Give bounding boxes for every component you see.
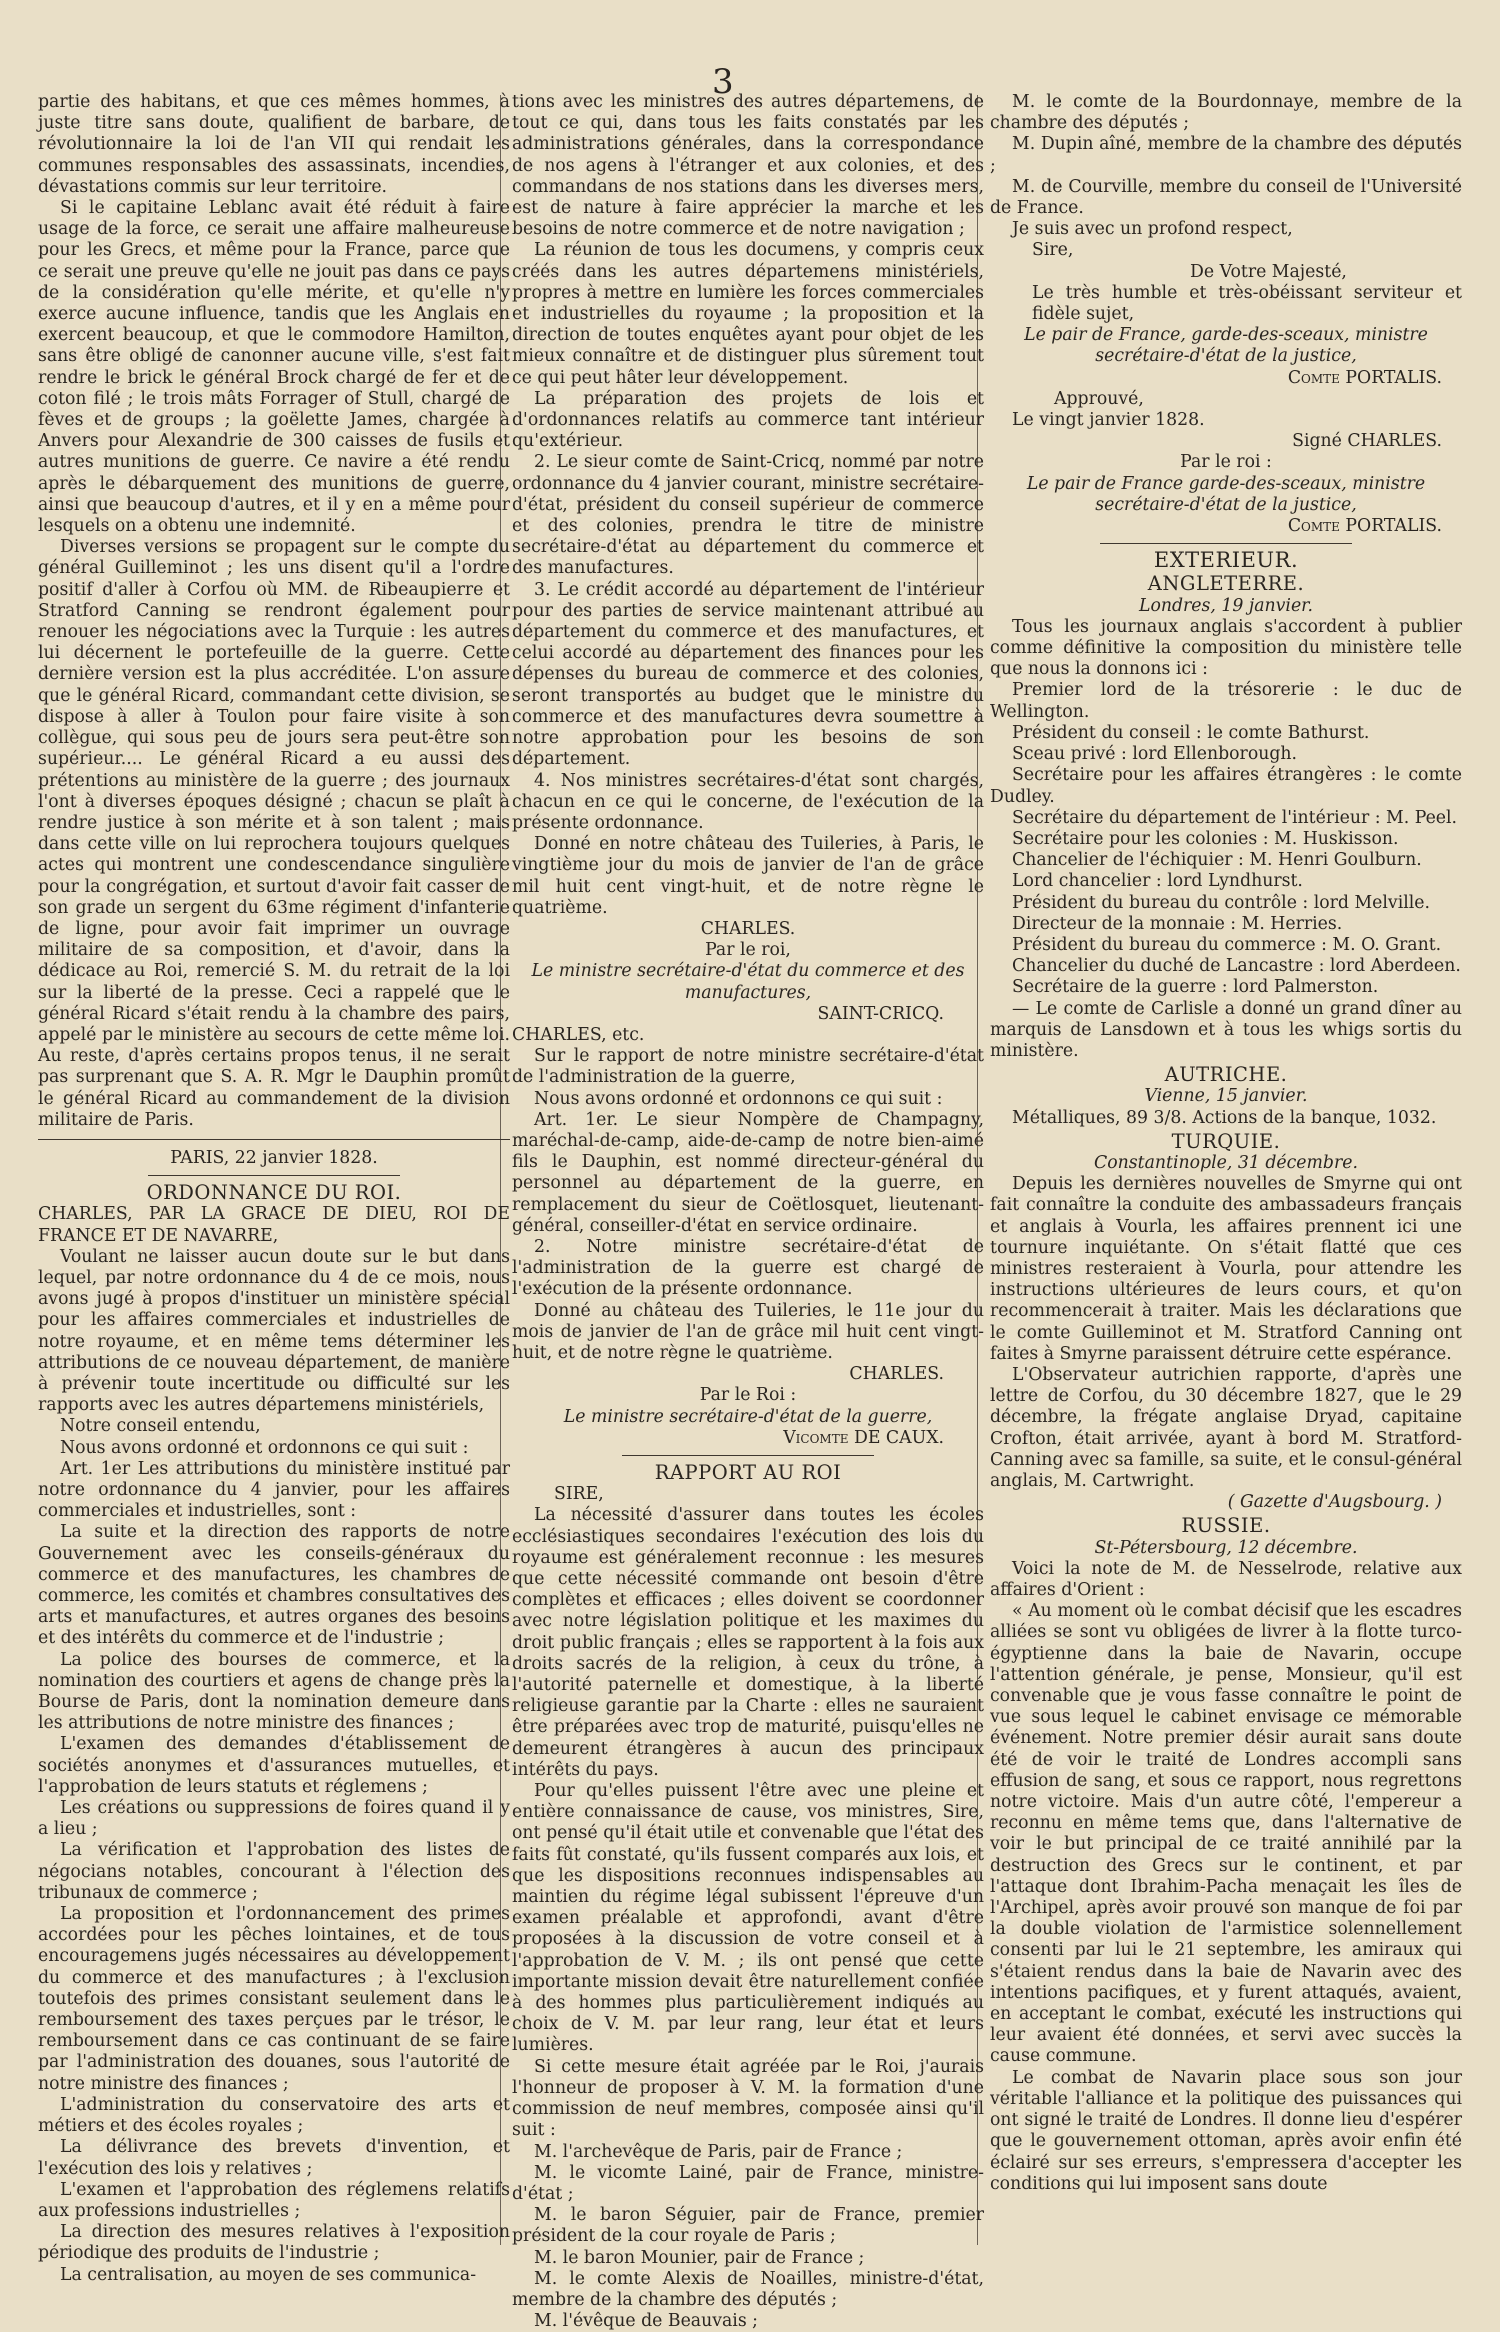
commission-member: M. Dupin aîné, membre de la chambre des députés ;	[990, 134, 1462, 176]
paragraph: Tous les journaux anglais s'accordent à publier comme définitive la composition du ministère telle que nous la donnons ici :	[990, 616, 1462, 680]
paragraph: Si le capitaine Leblanc avait été réduit à faire usage de la force, ce serait une affaire malheureuse pour les Grecs, et même pour la France, parce que ce serait une preuve qu'elle ne jouit pas dans ce pays de la considération qu'elle mérite, et qu'elle n'y exerce aucune influence, tandis que les Anglais en exercent beaucoup, et que le commodore Hamilton, sans être obligé de canonner aucune ville, s'est fait rendre le brick le général Brock chargé de fer et de coton filé ; le trois mâts Forrager of Stull, chargé de fèves et de groups ; la goëlette James, chargée à Anvers pour Alexandrie de 300 caisses de fusils et autres munitions de guerre. Ce navire a été rendu après le débarquement des munitions de guerre, ainsi que beaucoup d'autres, et il y en a même pour lesquels on a obtenu une indemnité.	[38, 198, 510, 537]
closing: De Votre Majesté,	[1190, 261, 1347, 282]
list-item: Président du bureau du commerce : M. O. Grant.	[1012, 934, 1442, 955]
paragraph: La nécessité d'assurer dans toutes les écoles ecclésiastiques secondaires l'exécution des lois du royaume est généralement reconnue : les mesures que cette nécessité commande ont besoin d'être complètes et efficaces ; elles doivent se coordonner avec notre législation politique et les maximes du droit public français ; elles se rapportent à la fois aux droits sacrés de la religion, à ceux du trône, à l'autorité paternelle et domestique, à la liberté religieuse garantie par la Charte : elles ne sauraient être préparées avec trop de maturité, puisqu'elles ne demeurent étrangères à aucun des principaux intérêts du pays.	[512, 1505, 984, 1780]
section-heading-exterieur: EXTERIEUR.	[1153, 548, 1299, 573]
list-item: Premier lord de la trésorerie : le duc de Wellington.	[990, 680, 1462, 722]
divider	[1100, 543, 1352, 544]
paragraph: tions avec les ministres des autres départemens, de tout ce qui, dans tous les faits constatés par les administrations générales, dans la correspondance de nos agens à l'étranger et aux colonies, et des commandans de nos stations dans les diverses mers, est de nature à faire apprécier la marche et les besoins de notre commerce et de notre navigation ;	[512, 92, 984, 240]
rapport-title: RAPPORT AU ROI	[654, 1461, 842, 1484]
paragraph: 3. Le crédit accordé au département de l'intérieur pour des parties de service maintenant attribué au département du commerce et des manufactures, et celui accordé au département des finances pour les dépenses du bureau de commerce et des colonies, seront transportés au budget que le ministre du commerce et des manufactures devra soumettre à notre approbation pour les besoins de son département.	[512, 579, 984, 770]
paragraph: La centralisation, au moyen de ses communica-	[60, 2264, 477, 2285]
paragraph: Métalliques, 89 3/8. Actions de la banque, 1032.	[1012, 1107, 1437, 1128]
divider	[622, 1455, 874, 1456]
paragraph: Si cette mesure était agréée par le Roi, j'aurais l'honneur de proposer à V. M. la formation d'une commission de neuf membres, composée ainsi qu'il suit :	[512, 2056, 984, 2141]
list-item: Président du bureau du contrôle : lord Melville.	[1012, 892, 1430, 913]
approval: Approuvé,	[1054, 388, 1144, 409]
column-2	[512, 92, 984, 2332]
signature-charles: CHARLES.	[849, 1364, 944, 1385]
commission-member: M. l'archevêque de Paris, pair de France ;	[534, 2141, 903, 2162]
commission-member: M. de Courville, membre du conseil de l'Université de France.	[990, 176, 1462, 219]
ordonnance-preamble: CHARLES, etc.	[512, 1024, 645, 1045]
commission-member: M. le comte Alexis de Noailles, ministre-d'état, membre de la chambre des députés ;	[512, 2268, 984, 2310]
dateline: St-Pétersbourg, 12 décembre.	[1094, 1537, 1358, 1558]
signature-charles: Signé CHARLES.	[1292, 431, 1442, 452]
paragraph: La vérification et l'approbation des listes de négocians notables, concourant à l'élection des tribunaux de commerce ;	[38, 1840, 510, 1903]
commission-member: M. l'évêque de Beauvais ;	[534, 2311, 759, 2332]
commission-member: M. le baron Mounier, pair de France ;	[534, 2247, 865, 2268]
approval-date: Le vingt janvier 1828.	[1012, 410, 1205, 431]
dateline: Constantinople, 31 décembre.	[1094, 1152, 1358, 1173]
country-heading: RUSSIE.	[1181, 1514, 1271, 1538]
divider	[148, 1175, 400, 1176]
dateline: Londres, 19 janvier.	[1138, 595, 1314, 616]
list-item: Chancelier de l'échiquier : M. Henri Goulburn.	[1012, 850, 1422, 871]
paragraph: La suite et la direction des rapports de notre Gouvernement avec les conseils-généraux du commerce et des manufactures, les chambres de commerce, les comités et chambres consultatives des arts et manufactures, et autres organes des besoins et des intérêts du commerce et de l'industrie ;	[38, 1522, 510, 1649]
signatory-role: Le ministre secrétaire-d'état du commerce et des manufactures,	[531, 961, 965, 1003]
paragraph: La proposition et l'ordonnancement des primes accordées pour les pêches lointaines, et de tous encouragemens jugés nécessaires au développement du commerce et des manufactures ; à l'exclusion toutefois des primes consistant seulement dans le remboursement des taxes perçues par le trésor, le remboursement dans ce cas continuant de se faire par l'administration des douanes, sous l'autorité de notre ministre des finances ;	[38, 1904, 510, 2094]
signature-par-le-roi: Par le Roi :	[699, 1385, 797, 1406]
signatory-role: Le pair de France garde-des-sceaux, ministre secrétaire-d'état de la justice,	[1026, 473, 1426, 515]
paragraph: Nous avons ordonné et ordonnons ce qui suit :	[60, 1437, 469, 1458]
list-item: Secrétaire du département de l'intérieur : M. Peel.	[1012, 807, 1458, 828]
paragraph: L'examen des demandes d'établissement de sociétés anonymes et d'assurances mutuelles, et l'approbation de leurs statuts et réglemens ;	[38, 1734, 510, 1797]
paragraph: Donné au château des Tuileries, le 11e jour du mois de janvier de l'an de grâce mil huit cent vingt-huit, et de notre règne le quatrième.	[512, 1300, 984, 1363]
closing: Sire,	[1032, 240, 1074, 261]
signatory-name: Vicomte DE CAUX.	[783, 1427, 944, 1448]
section-divider	[38, 1139, 510, 1140]
signatory-name: Comte PORTALIS.	[1287, 516, 1442, 537]
signature-charles: CHARLES.	[700, 918, 796, 939]
country-heading: TURQUIE.	[1171, 1129, 1281, 1153]
dateline: PARIS, 22 janvier 1828.	[170, 1147, 378, 1168]
signature-par-le-roi: Par le roi,	[705, 940, 791, 961]
list-item: Sceau privé : lord Ellenborough.	[1012, 744, 1298, 765]
signatory-name: Comte PORTALIS.	[1287, 367, 1442, 388]
list-item: Lord chancelier : lord Lyndhurst.	[1012, 871, 1303, 892]
salutation: SIRE,	[554, 1484, 604, 1505]
paragraph: Nous avons ordonné et ordonnons ce qui suit :	[534, 1088, 943, 1109]
paragraph: La direction des mesures relatives à l'exposition périodique des produits de l'industrie ;	[38, 2222, 510, 2264]
paragraph: Diverses versions se propagent sur le compte du général Guilleminot ; les uns disent qu'il a l'ordre positif d'aller à Corfou où MM. de Ribeaupierre et Stratford Canning se rendront également pour renouer les négociations avec la Turquie : les autres lui décernent le portefeuille de la guerre. Cette dernière version est la plus accréditée. L'on assure que le général Ricard, commandant cette division, se dispose à aller à Toulon pour faire visite à son collègue, qui sous peu de jours sera peut-être son supérieur.... Le général Ricard a eu aussi des prétentions au ministère de la guerre ; des journaux l'ont à diverses époques désigné ; chacun se plaît à rendre justice à son mérite et à son talent ; mais dans cette ville on lui reprochera toujours quelques actes qui montrent une condescendance singulière pour la congrégation, et surtout d'avoir fait casser de son grade un sergent du 63me régiment d'infanterie de ligne, pour avoir fait imprimer un ouvrage militaire de sa composition, et d'avoir, dans la dédicace au Roi, remercié S. M. du retrait de la loi sur la liberté de la presse. Ceci a rappelé que le général Ricard s'était rendu à la chambre des pairs, appelé par le ministère au secours de cette même loi. Au reste, d'après certains propos tenus, il ne serait pas surprenant que S. A. R. Mgr le Dauphin promût le général Ricard au commandement de la division militaire de Paris.	[38, 537, 510, 1130]
commission-member: M. le vicomte Lainé, pair de France, ministre-d'état ;	[512, 2162, 984, 2204]
paragraph: Depuis les dernières nouvelles de Smyrne qui ont fait connaître la conduite des ambassadeurs français et anglais à Vourla, les affaires prennent ici une tournure inquiétante. On s'était flatté que ces ministres resteraient à Vourla, pour attendre les instructions ultérieures de leurs cours, et qu'on recommencerait à traiter. Mais les déclarations que le comte Guilleminot et M. Stratford Canning ont faites à Smyrne paraissent détruire cette espérance.	[990, 1174, 1462, 1364]
paragraph: « Au moment où le combat décisif que les escadres alliées se sont vu obligées de livrer à la flotte turco-égyptienne dans la baie de Navarin, occupe l'attention générale, je pense, Monsieur, qu'il est convenable que je vous fasse connaître le point de vue sous lequel le cabinet envisage ce mémorable événement. Notre premier désir aurait sans doute été de voir le traité de Londres accompli sans effusion de sang, et sous ce rapport, nous regrettons notre victoire. Mais d'un autre côté, l'empereur a reconnu en même tems que, dans l'alternative de voir le but principal de ce traité annihilé par la destruction des Grecs sur le continent, et par l'attaque dont Ibrahim-Pacha menaçait les îles de l'Archipel, après avoir prouvé son manque de foi par la double violation de l'armistice solennellement consenti par lui le 21 septembre, les amiraux qui s'étaient rendus dans la baie de Navarin avec des intentions pacifiques, et y furent attaqués, avaient, en acceptant le combat, exécuté les instructions qui leur avaient été données, et servi avec succès la cause commune.	[990, 1601, 1462, 2067]
country-heading: ANGLETERRE.	[1147, 572, 1305, 596]
commission-member: M. le comte de la Bourdonnaye, membre de la chambre des députés ;	[990, 92, 1462, 134]
signatory-role: Le ministre secrétaire-d'état de la guerre,	[563, 1406, 933, 1427]
signatory-role: Le pair de France, garde-des-sceaux, ministre secrétaire-d'état de la justice,	[1024, 325, 1428, 367]
dateline: Vienne, 15 janvier.	[1144, 1086, 1308, 1107]
list-item: Directeur de la monnaie : M. Herries.	[1012, 913, 1343, 934]
source-credit: ( Gazette d'Augsbourg. )	[1227, 1492, 1442, 1513]
paragraph: — Le comte de Carlisle a donné un grand dîner au marquis de Lansdown et à tous les whigs sortis du ministère.	[990, 998, 1462, 1061]
paragraph: 2. Le sieur comte de Saint-Cricq, nommé par notre ordonnance du 4 janvier courant, ministre secrétaire-d'état, président du conseil supérieur de commerce et des colonies, prendra le titre de ministre secrétaire-d'état au département du commerce et des manufactures.	[512, 452, 984, 579]
paragraph: L'administration du conservatoire des arts et métiers et des écoles royales ;	[38, 2094, 510, 2137]
paragraph: Sur le rapport de notre ministre secrétaire-d'état de l'administration de la guerre,	[512, 1046, 984, 1088]
list-item: Chancelier du duché de Lancastre : lord Aberdeen.	[1012, 956, 1461, 977]
paragraph: L'examen et l'approbation des réglemens relatifs aux professions industrielles ;	[38, 2179, 510, 2221]
paragraph: Les créations ou suppressions de foires quand il y a lieu ;	[38, 1798, 510, 1840]
paragraph: Notre conseil entendu,	[60, 1416, 261, 1437]
column-3	[990, 92, 1462, 2252]
paragraph: Voulant ne laisser aucun doute sur le but dans lequel, par notre ordonnance du 4 de ce mois, nous avons jugé à propos d'instituer un ministère spécial pour les affaires commerciales et industrielles de notre royaume, et en même tems déterminer les attributions de ce nouveau département, de manière à prévenir toute incertitude ou difficulté sur les rapports avec les autres départemens ministériels,	[38, 1246, 510, 1416]
paragraph: Le combat de Navarin place sous son jour véritable l'alliance et la politique des puissances qui ont signé le traité de Londres. Il donne lieu d'espérer que le gouvernement ottoman, après avoir enfin été éclairé sur ses erreurs, s'empressera d'accepter les conditions qui lui imposent sans doute	[990, 2067, 1462, 2194]
paragraph: L'Observateur autrichien rapporte, d'après une lettre de Corfou, du 30 décembre 1827, que le 29 décembre, la frégate anglaise Dryad, capitaine Crofton, était arrivée, ayant à bord M. Stratford-Canning avec sa famille, sa suite, et le consul-général anglais, M. Cartwright.	[990, 1364, 1462, 1491]
closing: Je suis avec un profond respect,	[1012, 219, 1293, 240]
paragraph: Voici la note de M. de Nesselrode, relative aux affaires d'Orient :	[990, 1558, 1462, 1601]
page-number: 3	[712, 62, 734, 102]
paragraph: 4. Nos ministres secrétaires-d'état sont chargés, chacun en ce qui le concerne, de l'exécution de la présente ordonnance.	[512, 770, 984, 833]
list-item: Secrétaire de la guerre : lord Palmerston.	[1012, 977, 1379, 998]
paragraph: 2. Notre ministre secrétaire-d'état de l'administration de la guerre est chargé de l'exécution de la présente ordonnance.	[512, 1236, 984, 1300]
closing: Le très humble et très-obéissant serviteur et fidèle sujet,	[1032, 282, 1462, 325]
ordonnance-title: ORDONNANCE DU ROI.	[146, 1181, 402, 1205]
paragraph: Pour qu'elles puissent l'être avec une pleine et entière connaissance de cause, vos ministres, Sire, ont pensé qu'il était utile et convenable que l'état des faits fût constaté, qu'ils fussent comparés aux lois, et que les dispositions reconnues indispensables au maintien du régime légal subissent l'épreuve d'un examen préalable et approfondi, avant d'être proposées à la discussion de votre conseil et à l'approbation de V. M. ; ils ont pensé que cette importante mission devait être naturellement confiée à des hommes plus particulièrement indiqués au choix de V. M. par leur rang, leur état et leurs lumières.	[512, 1781, 984, 2056]
paragraph: La réunion de tous les documens, y compris ceux créés dans les autres départemens ministériels, propres à mettre en lumière les forces commerciales et industrielles du royaume ; la proposition et la direction de toutes enquêtes ayant pour objet de les mieux connaître et de distinguer plus sûrement tout ce qui peut hâter leur développement.	[512, 240, 984, 388]
commission-member: M. le baron Séguier, pair de France, premier président de la cour royale de Paris ;	[512, 2205, 984, 2247]
paragraph: La préparation des projets de lois et d'ordonnances relatifs au commerce tant intérieur qu'extérieur.	[512, 388, 984, 452]
list-item: Président du conseil : le comte Bathurst.	[1012, 722, 1370, 743]
column-1	[38, 92, 510, 2285]
paragraph: partie des habitans, et que ces mêmes hommes, à juste titre sans doute, qualifient de barbare, de révolutionnaire la loi de l'an VII qui rendait les communes responsables des assassinats, incendies, dévastations commis sur leur territoire.	[38, 92, 510, 197]
paragraph: Donné en notre château des Tuileries, à Paris, le vingtième jour du mois de janvier de l'an de grâce mil huit cent vingt-huit, et de notre règne le quatrième.	[512, 834, 984, 918]
paragraph: Art. 1er Les attributions du ministère institué par notre ordonnance du 4 janvier, pour les affaires commerciales et industrielles, sont :	[38, 1458, 510, 1522]
country-heading: AUTRICHE.	[1164, 1063, 1288, 1087]
signatory-name: SAINT-CRICQ.	[817, 1003, 944, 1024]
signature-par-le-roi: Par le roi :	[1180, 452, 1272, 473]
list-item: Secrétaire pour les affaires étrangères : le comte Dudley.	[990, 765, 1462, 807]
list-item: Secrétaire pour les colonies : M. Huskisson.	[1012, 828, 1399, 849]
ordonnance-preamble: CHARLES, PAR LA GRACE DE DIEU, ROI DE FRANCE ET DE NAVARRE,	[38, 1204, 510, 1246]
paragraph: Art. 1er. Le sieur Nompère de Champagny, maréchal-de-camp, aide-de-camp de notre bien-aimé fils le Dauphin, est nommé directeur-général du personnel au département de la guerre, en remplacement du sieur de Coëtlosquet, lieutenant-général, conseiller-d'état en service ordinaire.	[512, 1109, 984, 1236]
paragraph: La délivrance des brevets d'invention, et l'exécution des lois y relatives ;	[38, 2137, 510, 2179]
paragraph: La police des bourses de commerce, et la nomination des courtiers et agens de change près la Bourse de Paris, dont la nomination demeure dans les attributions de notre ministre des finances ;	[38, 1649, 510, 1734]
